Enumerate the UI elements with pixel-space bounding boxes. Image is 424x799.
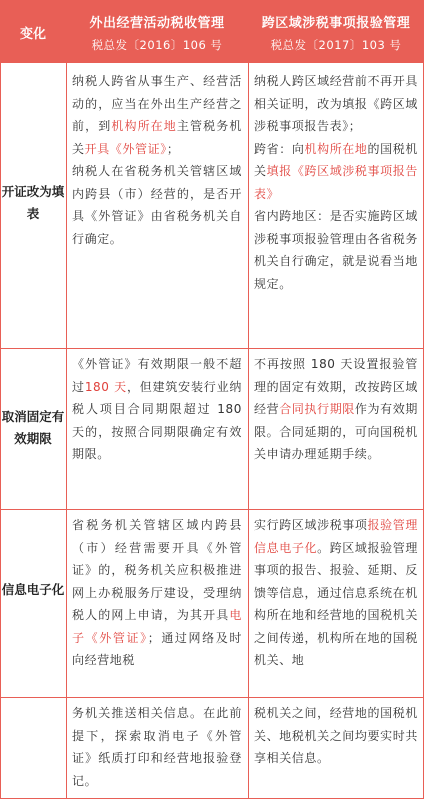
header-old-title: 外出经营活动税收管理 — [89, 16, 225, 31]
border-left — [0, 0, 1, 799]
row-divider-3 — [0, 697, 424, 698]
column-divider-1 — [66, 63, 67, 799]
body-text: 纳税人在省税务机关管辖区域内跨县（市）经营的，是否开具《外管证》由省税务机关自行确定。 — [72, 164, 242, 246]
row3-old-text — [72, 514, 242, 672]
row-label-digital: 信息电子化 — [1, 582, 65, 597]
body-text: 纳税人跨区域经营前不再开具相关证明，改为填报《跨区域涉税事项报告表》； — [254, 74, 418, 133]
row4-new-text — [254, 702, 418, 770]
table-header — [0, 0, 424, 63]
header-change — [0, 0, 66, 63]
highlight-text: 报验管理信息电子化 — [254, 518, 418, 555]
body-text: 主管税务机关 — [72, 119, 242, 156]
row1-new-text — [254, 70, 418, 295]
header-old-doc-number: 税总发〔2016〕106 号 — [91, 38, 223, 52]
row2-old-text — [72, 353, 242, 466]
highlight-text: 机构所在地 — [304, 141, 368, 156]
body-text: 省内跨地区：是否实施跨区域涉税事项报验管理由各省税务机关自行确定，就是说看当地规定。 — [254, 209, 418, 291]
column-divider-2 — [248, 63, 249, 799]
row-divider-1 — [0, 348, 424, 349]
body-text: ； — [166, 141, 180, 156]
body-text: ，但建筑安装行业纳税人项目合同期限超过 180 天的，按照合同期限确定有效期限。 — [72, 379, 242, 461]
header-old-policy — [66, 0, 248, 63]
header-change-label: 变化 — [19, 27, 46, 42]
body-text: 不再按照 180 天设置报验管理的固定有效期，改按跨区域经营 — [254, 357, 418, 416]
body-text: 的国税机关 — [254, 141, 418, 178]
row4-old-text — [72, 702, 242, 792]
highlight-text: 合同执行期限 — [279, 402, 355, 416]
body-text: 务机关推送相关信息。在此前提下，探索取消电子《外管证》纸质打印和经营地报验登记。 — [72, 706, 242, 788]
highlight-text: 填报《跨区域涉税事项报告表》 — [254, 164, 418, 201]
body-text: 跨省：向 — [254, 141, 305, 156]
row3-new-text — [254, 514, 418, 672]
header-new-policy — [248, 0, 424, 63]
row2-new-text — [254, 353, 418, 466]
highlight-text: 机构所在地 — [111, 119, 177, 133]
body-text: 。跨区域报验管理事项的报告、报验、延期、反馈等信息，通过信息系统在机构所在地和经营地的国税机关之间传递，机构所在地的国税机关、地 — [254, 540, 418, 667]
body-text: 纳税人跨省从事生产、经营活动的，应当在外出生产经营之前，到 — [72, 74, 242, 133]
highlight-text: 电子《外管证》 — [72, 608, 242, 645]
header-new-title: 跨区域涉税事项报验管理 — [261, 16, 411, 31]
body-text: 实行跨区域涉税事项 — [254, 518, 368, 532]
row-label-validity: 取消固定有效期限 — [1, 409, 65, 446]
body-text: 省税务机关管辖区域内跨县（市）经营需要开具《外管证》的，税务机关应积极推进网上办税服务厅建设，受理纳税人的网上申请，为其开具 — [72, 518, 242, 622]
body-text: 税机关之间，经营地的国税机关、地税机关之间均要实时共享相关信息。 — [254, 706, 418, 765]
body-text: 《外管证》有效期限一般不超过 — [72, 357, 242, 394]
row-divider-2 — [0, 509, 424, 510]
body-text: ；通过网络及时向经营地税 — [72, 630, 242, 667]
header-new-doc-number: 税总发〔2017〕103 号 — [270, 38, 402, 52]
row1-old-text — [72, 70, 242, 250]
body-text: 作为有效期限。合同延期的，可向国税机关申请办理延期手续。 — [254, 402, 418, 461]
highlight-text: 开具《外管证》 — [84, 141, 167, 156]
row-label-form: 开证改为填表 — [1, 184, 65, 221]
highlight-text: 180 天 — [84, 379, 127, 394]
